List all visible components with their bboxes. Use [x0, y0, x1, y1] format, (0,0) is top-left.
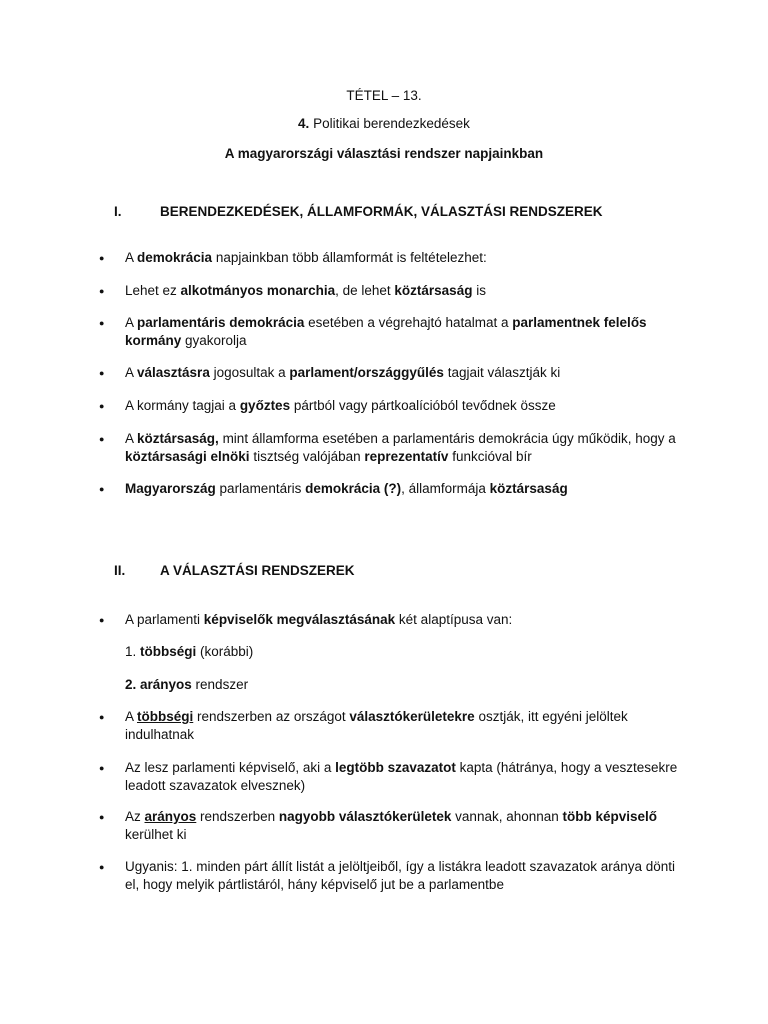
- bullet-icon: ●: [99, 434, 105, 444]
- section-number-2: II.: [114, 563, 126, 578]
- section-title-2: A VÁLASZTÁSI RENDSZEREK: [160, 563, 355, 578]
- section-heading-1: [114, 203, 603, 221]
- bullet-icon: ●: [99, 812, 105, 822]
- topic-number: 4.: [298, 116, 310, 131]
- list-item: Az lesz parlamenti képviselő, aki a legtöbb szavazatot kapta (hátránya, hogy a vesztesekre leadott szavazatok elvesznek): [125, 760, 678, 793]
- list-item: Ugyanis: 1. minden párt állít listát a jelöltjeiből, így a listákra leadott szavazatok aránya dönti el, hogy melyik pártlistáról, hány képviselő jut be a parlamentbe: [125, 859, 676, 892]
- bullet-icon: ●: [99, 318, 105, 328]
- numbered-item: 1. többségi (korábbi): [125, 644, 254, 659]
- bullet-icon: ●: [99, 286, 105, 296]
- bullet-icon: ●: [99, 368, 105, 378]
- list-item: A parlamenti képviselők megválasztásának két alaptípusa van:: [125, 612, 513, 627]
- bullet-icon: ●: [99, 401, 105, 411]
- section-heading-2: [114, 562, 355, 580]
- tetel-title: [0, 87, 768, 105]
- section-number-1: I.: [114, 204, 122, 219]
- bullet-icon: ●: [99, 253, 105, 263]
- topic-text: Politikai berendezkedések: [313, 116, 470, 131]
- bullet-icon: ●: [99, 862, 105, 872]
- list-item: A kormány tagjai a győztes pártból vagy pártkoalícióból tevődnek össze: [125, 398, 556, 413]
- list-item: Magyarország parlamentáris demokrácia (?), államformája köztársaság: [125, 481, 568, 496]
- bullet-icon: ●: [99, 712, 105, 722]
- bullet-icon: ●: [99, 763, 105, 773]
- bullet-icon: ●: [99, 484, 105, 494]
- topic-title: [0, 115, 768, 133]
- list-item: A parlamentáris demokrácia esetében a végrehajtó hatalmat a parlamentnek felelős kormány gyakorolja: [125, 315, 647, 348]
- page-subtitle: A magyarországi választási rendszer napjainkban: [224, 146, 544, 161]
- section-title-1: BERENDEZKEDÉSEK, ÁLLAMFORMÁK, VÁLASZTÁSI RENDSZEREK: [160, 204, 603, 219]
- list-item: A köztársaság, mint államforma esetében a parlamentáris demokrácia úgy működik, hogy a köztársasági elnöki tisztség valójában reprezentatív funkcióval bír: [125, 431, 676, 464]
- list-item: A választásra jogosultak a parlament/országgyűlés tagjait választják ki: [125, 365, 561, 380]
- list-item: A demokrácia napjainkban több államformát is feltételezhet:: [125, 250, 487, 265]
- list-item: Az arányos rendszerben nagyobb választókerületek vannak, ahonnan több képviselő kerülhet ki: [125, 809, 658, 842]
- list-item: A többségi rendszerben az országot választókerületekre osztják, itt egyéni jelöltek indulhatnak: [125, 709, 628, 742]
- tetel-number: TÉTEL – 13.: [346, 88, 422, 103]
- list-item: Lehet ez alkotmányos monarchia, de lehet köztársaság is: [125, 283, 486, 298]
- bullet-icon: ●: [99, 615, 105, 625]
- numbered-item: 2. arányos rendszer: [125, 677, 249, 692]
